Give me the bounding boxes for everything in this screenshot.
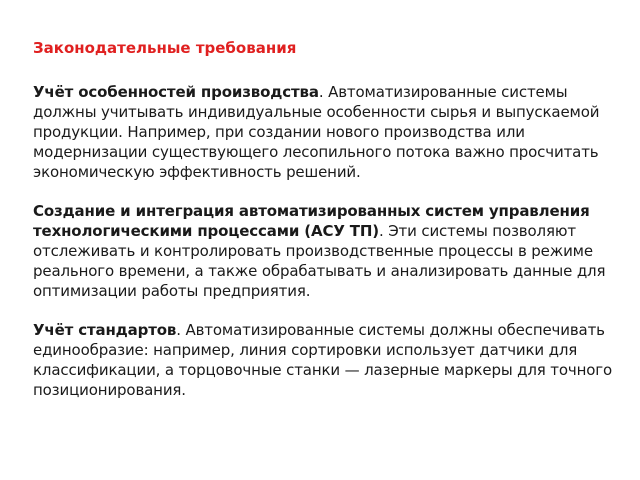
paragraph-heading: Создание и интеграция автоматизированных систем управления технологическими процессами (АСУ ТП): [33, 202, 590, 240]
paragraph-text: . Эти системы позволяют отслеживать и контролировать производственные процессы в режиме реального времени, а также обрабатывать и анализировать данные для оптимизации работы предприятия.: [33, 222, 606, 300]
paragraph-production-features: [33, 82, 635, 182]
paragraph-asu-tp: [33, 201, 635, 301]
slide-title: Законодательные требования: [33, 39, 297, 57]
paragraph-heading: Учёт стандартов: [33, 321, 177, 339]
paragraph-heading: Учёт особенностей производства: [33, 83, 319, 101]
slide-content: [33, 38, 635, 419]
paragraph-standards: [33, 320, 635, 400]
paragraph-text: . Автоматизированные системы должны учитывать индивидуальные особенности сырья и выпускаемой продукции. Например, при создании нового производства или модернизации существующего лесопильного потока важно просчитать экономическую эффективность решений.: [33, 83, 600, 181]
paragraph-text: . Автоматизированные системы должны обеспечивать единообразие: например, линия сортировки использует датчики для классификации, а торцовочные станки — лазерные маркеры для точного позиционирования.: [33, 321, 613, 399]
